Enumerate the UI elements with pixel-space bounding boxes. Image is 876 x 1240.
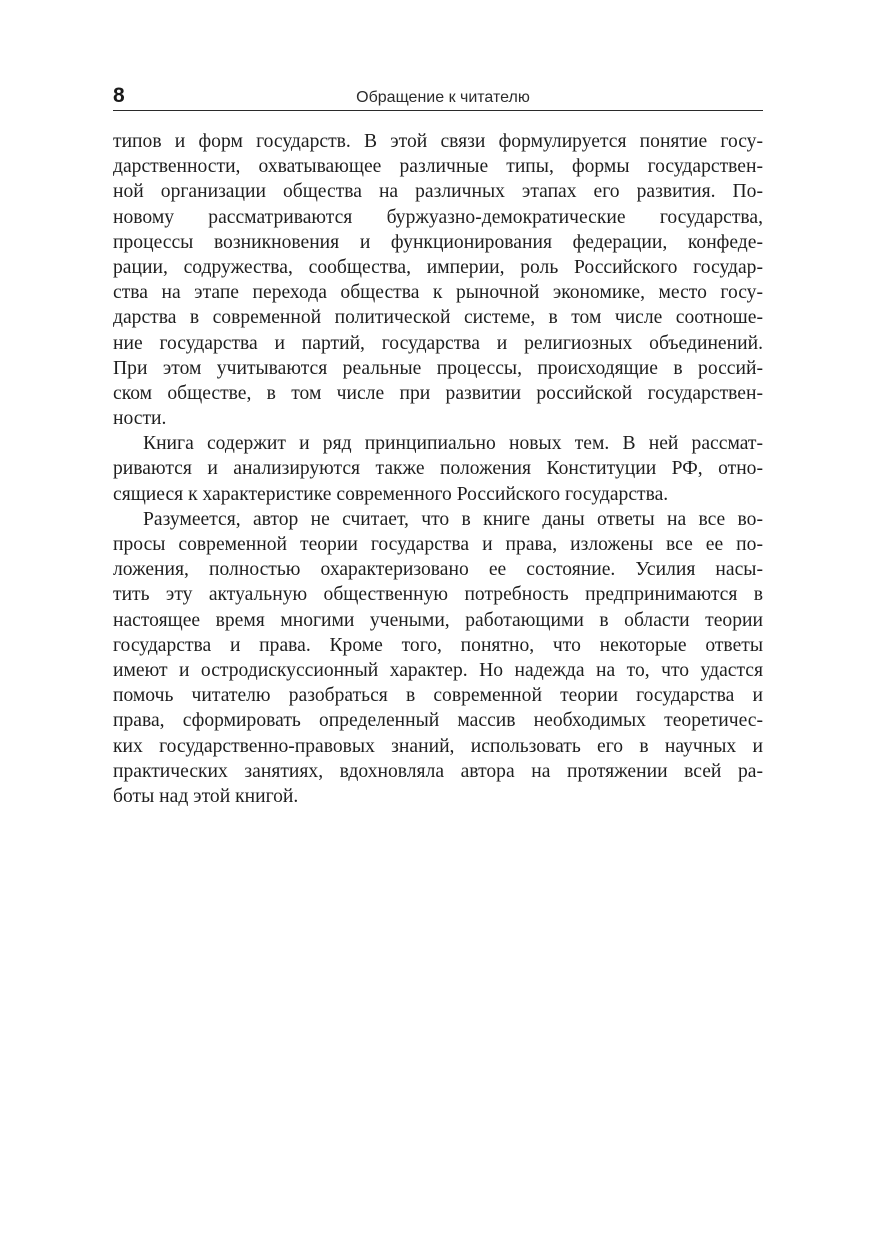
text-line: практических занятиях, вдохновляла автора на протяжении всей ра-	[113, 760, 763, 782]
text-line: просы современной теории государства и права, изложены все ее по-	[113, 534, 763, 555]
text-line: ском обществе, в том числе при развитии российской государствен-	[113, 382, 763, 404]
text-line: рации, содружества, сообщества, империи, роль Российского государ-	[113, 256, 763, 278]
paragraph-3	[113, 507, 763, 809]
text-line: имеют и остродискуссионный характер. Но надежда на то, что удастся	[113, 659, 763, 681]
paragraph-2	[113, 431, 763, 507]
text-line: новому рассматриваются буржуазно-демократические государства,	[113, 206, 763, 228]
text-line: права, сформировать определенный массив необходимых теоретичес-	[113, 710, 763, 732]
running-header	[113, 83, 763, 111]
text-line: ной организации общества на различных этапах его развития. По-	[113, 181, 763, 203]
text-line: тить эту актуальную общественную потребность предпринимаются в	[113, 584, 763, 606]
book-page	[113, 83, 763, 809]
text-line: боты над этой книгой.	[113, 785, 299, 807]
text-line: сящиеся к характеристике современного Российского государства.	[113, 483, 669, 505]
text-line: дарства в современной политической системе, в том числе соотноше-	[113, 307, 763, 329]
text-line: ства на этапе перехода общества к рыночной экономике, место госу-	[113, 282, 763, 304]
text-line: настоящее время многими учеными, работающими в области теории	[113, 609, 763, 631]
text-line: ких государственно-правовых знаний, использовать его в научных и	[113, 735, 763, 757]
body-text	[113, 129, 763, 809]
text-line: При этом учитываются реальные процессы, происходящие в россий-	[113, 357, 763, 379]
text-line: процессы возникновения и функционирования федерации, конфеде-	[113, 231, 763, 253]
text-line: государства и права. Кроме того, понятно, что некоторые ответы	[113, 634, 763, 656]
text-line: ности.	[113, 408, 167, 430]
running-title: Обращение к читателю	[356, 89, 530, 106]
text-line: Разумеется, автор не считает, что в книге даны ответы на все во-	[143, 508, 763, 530]
text-line: типов и форм государств. В этой связи формулируется понятие госу-	[113, 131, 763, 152]
text-line: Книга содержит и ряд принципиально новых тем. В ней рассмат-	[143, 433, 763, 455]
text-line: дарственности, охватывающее различные типы, формы государствен-	[113, 156, 763, 178]
text-line: ложения, полностью охарактеризовано ее состояние. Усилия насы-	[113, 559, 763, 581]
text-line: риваются и анализируются также положения Конституции РФ, отно-	[113, 458, 763, 480]
text-line: помочь читателю разобраться в современной теории государства и	[113, 685, 763, 707]
page-number: 8	[113, 84, 125, 107]
text-line: ние государства и партий, государства и религиозных объединений.	[113, 332, 763, 354]
paragraph-1	[113, 129, 763, 431]
